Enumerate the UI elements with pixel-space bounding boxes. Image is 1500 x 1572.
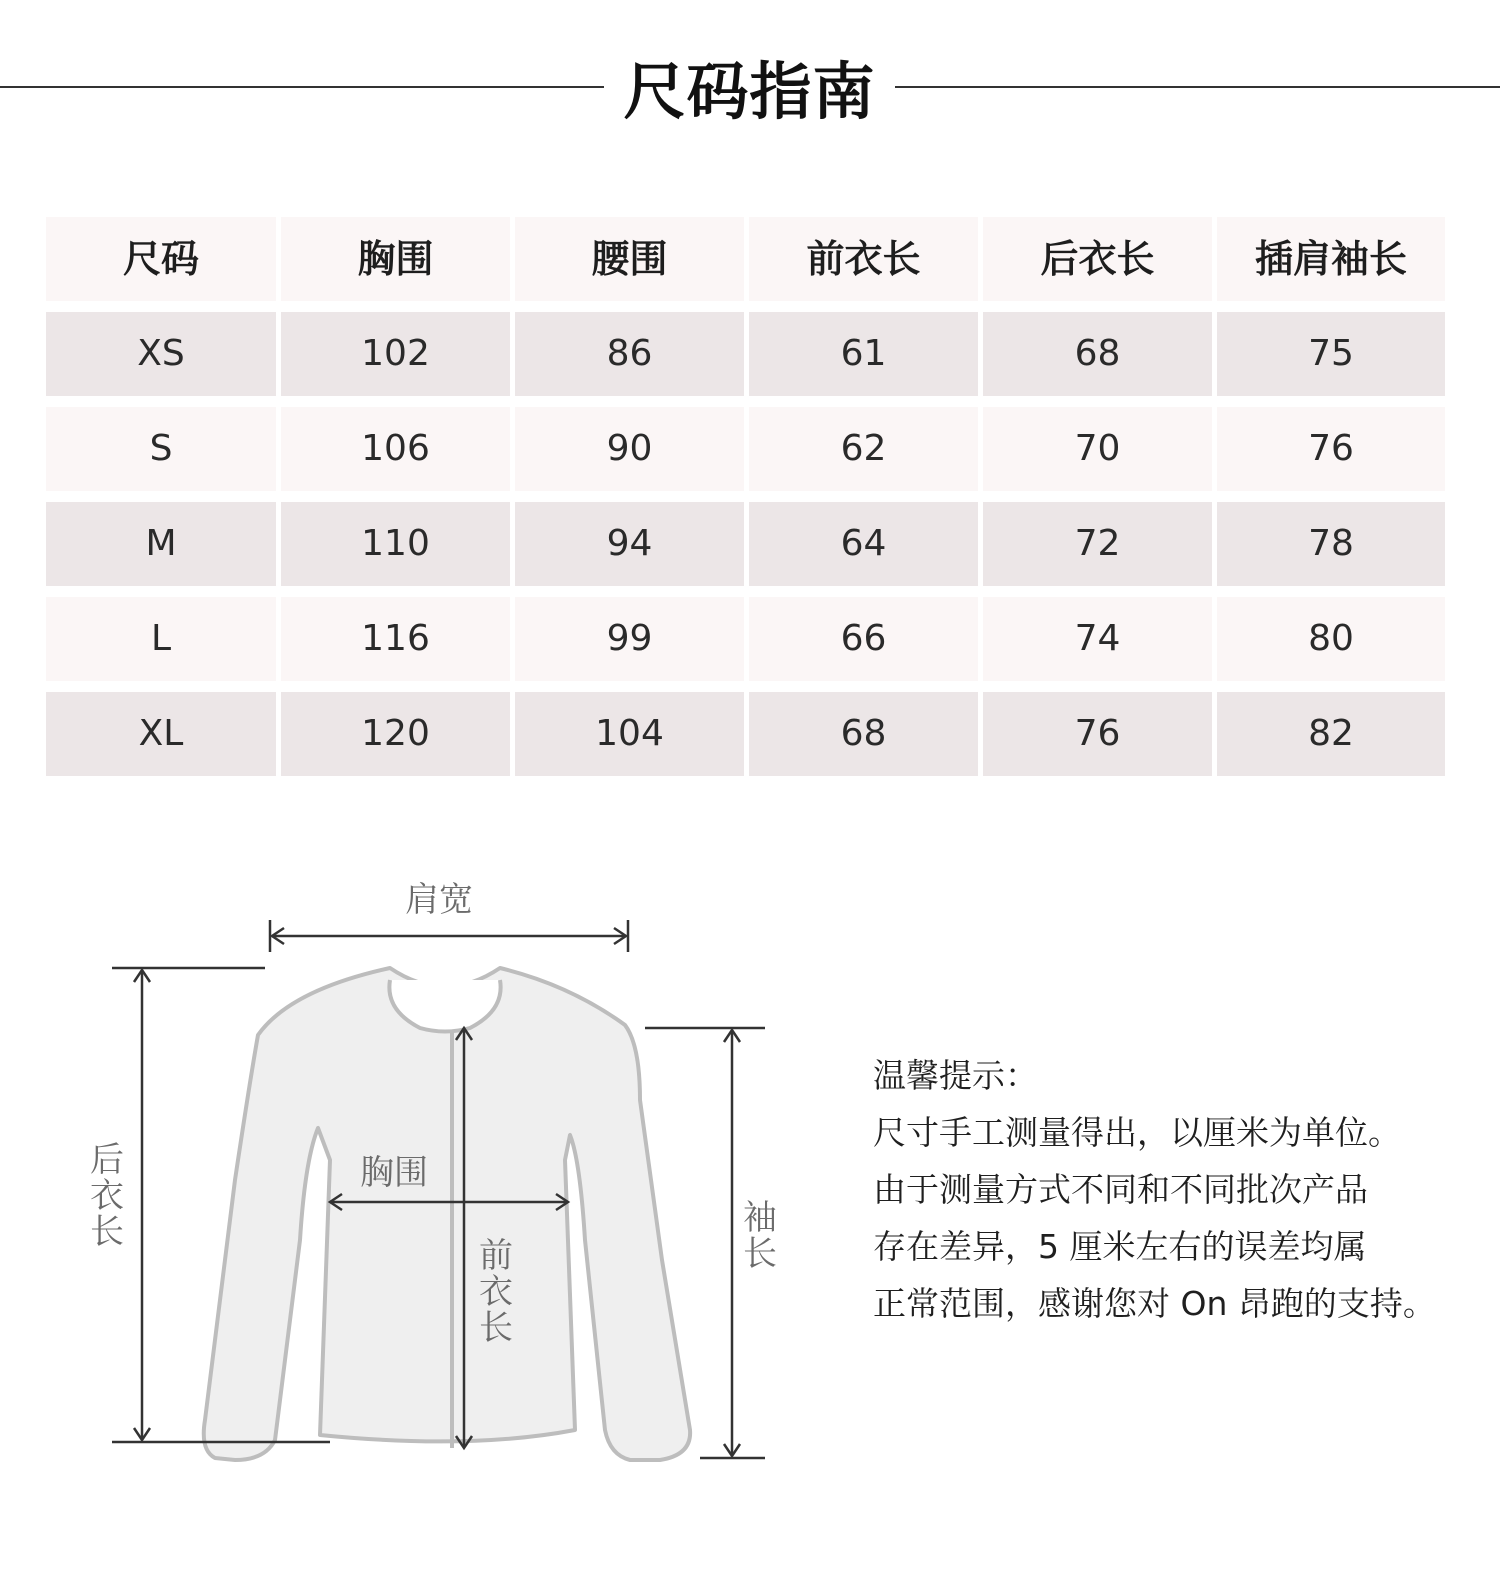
table-row	[46, 407, 1446, 491]
table-cell: L	[46, 597, 276, 681]
table-cell: 70	[983, 407, 1212, 491]
header-sleeve-length: 插肩袖长	[1217, 217, 1445, 301]
header-front-length: 前衣长	[749, 217, 978, 301]
table-cell: 104	[515, 692, 744, 776]
table-cell: 74	[983, 597, 1212, 681]
table-cell: S	[46, 407, 276, 491]
header-size: 尺码	[46, 217, 276, 301]
table-cell: 72	[983, 502, 1212, 586]
table-cell: 78	[1217, 502, 1445, 586]
garment-outline	[204, 968, 690, 1460]
table-cell: 68	[749, 692, 978, 776]
table-cell: 106	[281, 407, 510, 491]
table-cell: 86	[515, 312, 744, 396]
table-cell: 75	[1217, 312, 1445, 396]
tips-title: 温馨提示：	[873, 1056, 1038, 1095]
page-title: 尺码指南	[623, 55, 876, 128]
table-cell: 120	[281, 692, 510, 776]
tips-line: 由于测量方式不同和不同批次产品	[873, 1170, 1368, 1209]
measurement-diagram	[0, 860, 860, 1500]
size-table	[46, 217, 1446, 787]
title-rule-right	[895, 86, 1500, 88]
table-cell: 64	[749, 502, 978, 586]
header-back-length: 后衣长	[983, 217, 1212, 301]
table-cell: 102	[281, 312, 510, 396]
table-cell: 61	[749, 312, 978, 396]
table-cell: 99	[515, 597, 744, 681]
shoulder-width-label: 肩宽	[405, 880, 473, 920]
table-row	[46, 312, 1446, 396]
table-cell: 62	[749, 407, 978, 491]
table-cell: 68	[983, 312, 1212, 396]
header-chest: 胸围	[281, 217, 510, 301]
chest-label: 胸围	[360, 1153, 428, 1193]
table-cell: M	[46, 502, 276, 586]
table-cell: 76	[1217, 407, 1445, 491]
table-cell: 82	[1217, 692, 1445, 776]
table-cell: XS	[46, 312, 276, 396]
table-header-row	[46, 217, 1446, 301]
table-cell: 90	[515, 407, 744, 491]
tips-line: 尺寸手工测量得出，以厘米为单位。	[873, 1113, 1401, 1152]
shoulder-width-line	[270, 920, 628, 952]
table-cell: 80	[1217, 597, 1445, 681]
table-row	[46, 597, 1446, 681]
front-length-label: 前衣长	[479, 1236, 513, 1348]
table-cell: 76	[983, 692, 1212, 776]
header-waist: 腰围	[515, 217, 744, 301]
tips-line: 存在差异，5 厘米左右的误差均属	[873, 1227, 1367, 1266]
back-length-label: 后衣长	[90, 1140, 124, 1252]
sleeve-length-label: 袖长	[743, 1198, 777, 1274]
table-cell: 116	[281, 597, 510, 681]
table-cell: XL	[46, 692, 276, 776]
table-cell: 66	[749, 597, 978, 681]
table-cell: 94	[515, 502, 744, 586]
tips-line: 正常范围，感谢您对 On 昂跑的支持。	[873, 1284, 1436, 1323]
table-row	[46, 502, 1446, 586]
tips-section	[873, 1047, 1473, 1332]
table-cell: 110	[281, 502, 510, 586]
garment-svg	[0, 860, 860, 1500]
title-rule-left	[0, 86, 604, 88]
table-row	[46, 692, 1446, 776]
